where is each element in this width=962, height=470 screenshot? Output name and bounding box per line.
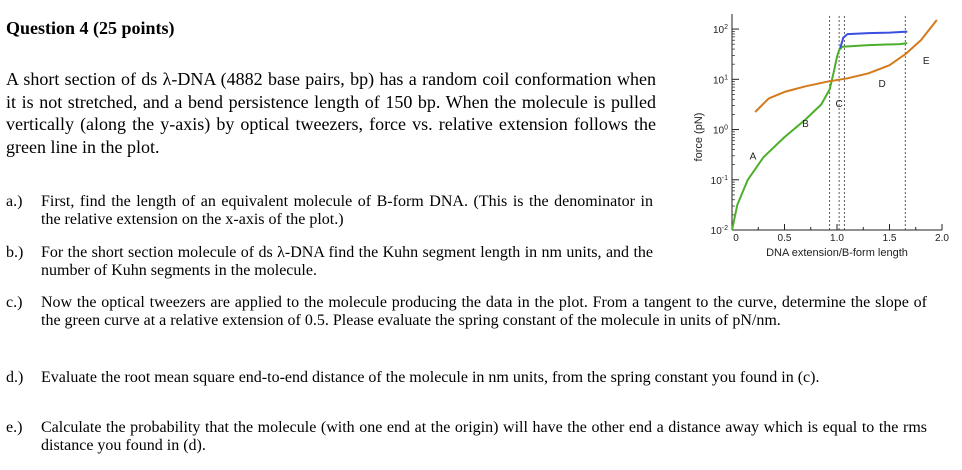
part-text: Evaluate the root mean square end-to-end distance of the molecule in nm units, from the spring constant you found in (c). — [41, 369, 820, 386]
chart-labels — [750, 56, 930, 162]
series-line-0 — [732, 43, 907, 230]
region-label-a: A — [749, 151, 757, 163]
x-tick-label: 1.0 — [830, 233, 844, 244]
chart-x-axis-label: DNA extension/B-form length — [766, 247, 908, 259]
part-text: Now the optical tweezers are applied to the molecule producing the data in the plot. From a tangent to the curve, determine the slope of the green curve at a relative extension of 0.5. Please evaluate the spring constant of the molecule in units of pN/nm. — [41, 294, 927, 329]
region-label-b: B — [802, 119, 809, 131]
series-line-2 — [755, 20, 937, 112]
y-tick-label: $10^2$ — [712, 24, 728, 37]
question-intro: A short section of ds λ-DNA (4882 base pairs, bp) has a random coil conformation when it is not stretched, and a bend persistence length of 150 bp. When the molecule is pulled vertically (along the y-axis) by optical tweezers, force vs. relative extension follows the green line in the plot. — [6, 69, 656, 157]
x-tick-label: 2.0 — [935, 233, 949, 244]
chart-y-axis-label: force (pN) — [693, 112, 705, 162]
part-label: d.) — [6, 369, 24, 386]
part-label: a.) — [6, 193, 23, 210]
region-label-e: E — [922, 56, 930, 68]
region-label-d: D — [878, 78, 886, 90]
x-tick-label: 1.5 — [882, 233, 897, 244]
y-tick-label: $10^1$ — [712, 74, 728, 87]
question-title: Question 4 (25 points) — [6, 18, 175, 38]
chart-series — [732, 20, 937, 230]
x-tick-label: 0 — [733, 233, 739, 244]
y-tick-label: $10^{-2}$ — [710, 225, 728, 237]
part-text: Calculate the probability that the molecule (with one end at the origin) will have the other end a distance away which is equal to the rms distance you found in (d). — [41, 419, 927, 454]
part-text: For the short section molecule of ds λ-DNA find the Kuhn segment length in nm units, and the number of Kuhn segments in the molecule. — [41, 244, 653, 279]
part-label: b.) — [6, 244, 24, 261]
y-tick-label: $10^{-1}$ — [710, 174, 728, 187]
part-label: e.) — [6, 419, 23, 436]
part-text: First, find the length of an equivalent molecule of B-form DNA. (This is the denominator in the relative extension on the x-axis of the plot.) — [41, 193, 653, 228]
region-label-c: C — [835, 98, 843, 110]
x-tick-label: 0.5 — [777, 233, 792, 244]
y-tick-label: $10^0$ — [712, 124, 728, 137]
part-label: c.) — [6, 294, 23, 311]
force-extension-chart — [688, 6, 956, 266]
